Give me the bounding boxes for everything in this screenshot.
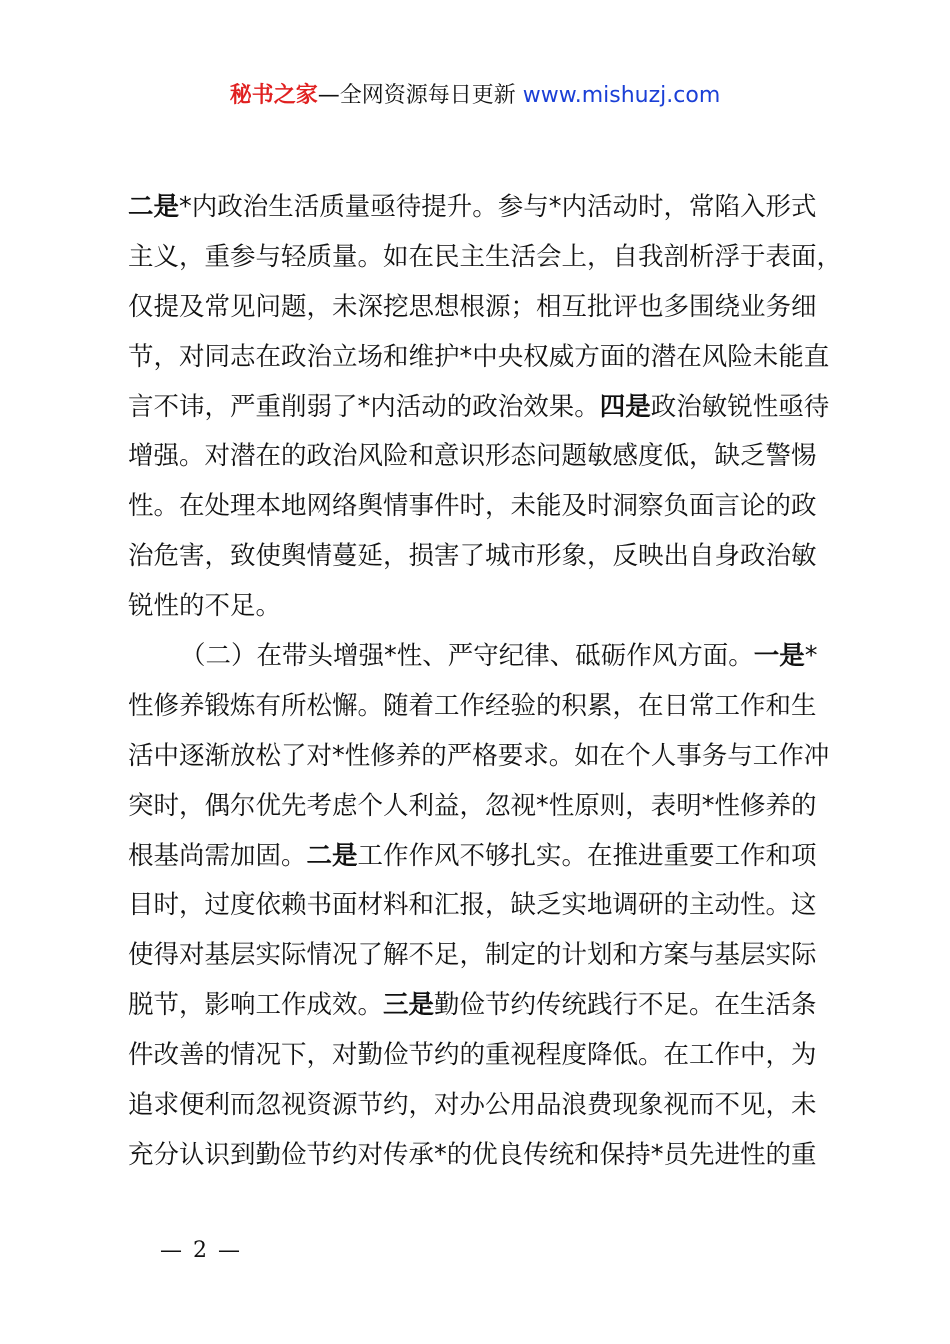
line-text: 治危害，致使舆情蔓延，损害了城市形象，反映出自身政治敏 (128, 541, 817, 572)
keyword-bold: 四是 (599, 391, 651, 422)
text-line (128, 482, 833, 532)
keyword-bold: 二是 (128, 192, 180, 222)
line-text: 节，对同志在政治立场和维护*中央权威方面的潜在风险未能直 (128, 341, 830, 372)
line-text: 根基尚需加固。 (128, 840, 307, 871)
text-line (128, 782, 833, 832)
text-line (128, 981, 833, 1031)
document-body (128, 183, 843, 1181)
line-text: 突时，偶尔优先考虑个人利益，忽视*性原则，表明*性修养的 (128, 790, 817, 821)
line-text: 使得对基层实际情况了解不足，制定的计划和方案与基层实际 (128, 940, 817, 971)
keyword-bold: 三是 (383, 990, 435, 1021)
line-text: 性修养锻炼有所松懈。随着工作经验的积累，在日常工作和生 (128, 690, 817, 721)
line-text: 仅提及常见问题，未深挖思想根源；相互批评也多围绕业务细 (128, 291, 817, 322)
text-line (128, 432, 833, 482)
text-line (128, 632, 833, 682)
text-line (128, 183, 833, 233)
line-text: 勤俭节约传统践行不足。在生活条 (434, 990, 817, 1021)
text-line (128, 283, 833, 333)
text-line (128, 682, 833, 732)
text-line (128, 532, 833, 582)
text-line (128, 582, 833, 632)
line-text: 脱节，影响工作成效。 (128, 990, 384, 1021)
line-text: 件改善的情况下，对勤俭节约的重视程度降低。在工作中，为 (128, 1040, 817, 1071)
brand-name: 秘书之家 (229, 83, 318, 108)
text-line (128, 732, 833, 782)
line-text: 充分认识到勤俭节约对传承*的优良传统和保持*员先进性的重 (128, 1139, 817, 1170)
text-line (128, 832, 833, 882)
line-text: （二）在带头增强*性、严守纪律、砥砺作风方面。 (180, 641, 754, 672)
line-text: 言不讳，严重削弱了*内活动的政治效果。 (128, 391, 600, 422)
line-text: 工作作风不够扎实。在推进重要工作和项 (357, 840, 817, 871)
line-text: 活中逐渐放松了对*性修养的严格要求。如在个人事务与工作冲 (128, 740, 830, 771)
line-text: 政治敏锐性亟待 (650, 391, 830, 422)
text-line (128, 233, 843, 283)
keyword-bold: 二是 (306, 840, 358, 871)
line-text: 增强。对潜在的政治风险和意识形态问题敏感度低，缺乏警惕 (128, 441, 817, 472)
text-line (128, 931, 833, 981)
line-text: 目时，过度依赖书面材料和汇报，缺乏实地调研的主动性。这 (128, 890, 817, 921)
line-text: * (804, 641, 818, 672)
text-line (128, 1131, 833, 1181)
line-text: 锐性的不足。 (128, 591, 282, 622)
line-text: 追求便利而忽视资源节约，对办公用品浪费现象视而不见，未 (128, 1090, 817, 1121)
header-tagline: —全网资源每日更新 (317, 83, 523, 108)
line-text: *内政治生活质量亟待提升。参与*内活动时，常陷入形式 (179, 192, 817, 222)
page-number: — 2 — (160, 1238, 242, 1263)
site-header (0, 78, 950, 114)
site-url[interactable]: www.mishuzj.com (522, 83, 721, 108)
text-line (128, 1081, 833, 1131)
text-line (128, 881, 833, 931)
text-line (128, 383, 833, 433)
line-text: 性。在处理本地网络舆情事件时，未能及时洞察负面言论的政 (128, 491, 817, 522)
keyword-bold: 一是 (753, 641, 805, 672)
line-text: 主义，重参与轻质量。如在民主生活会上，自我剖析浮于表面， (128, 241, 843, 272)
text-line (128, 1031, 833, 1081)
text-line (128, 333, 833, 383)
